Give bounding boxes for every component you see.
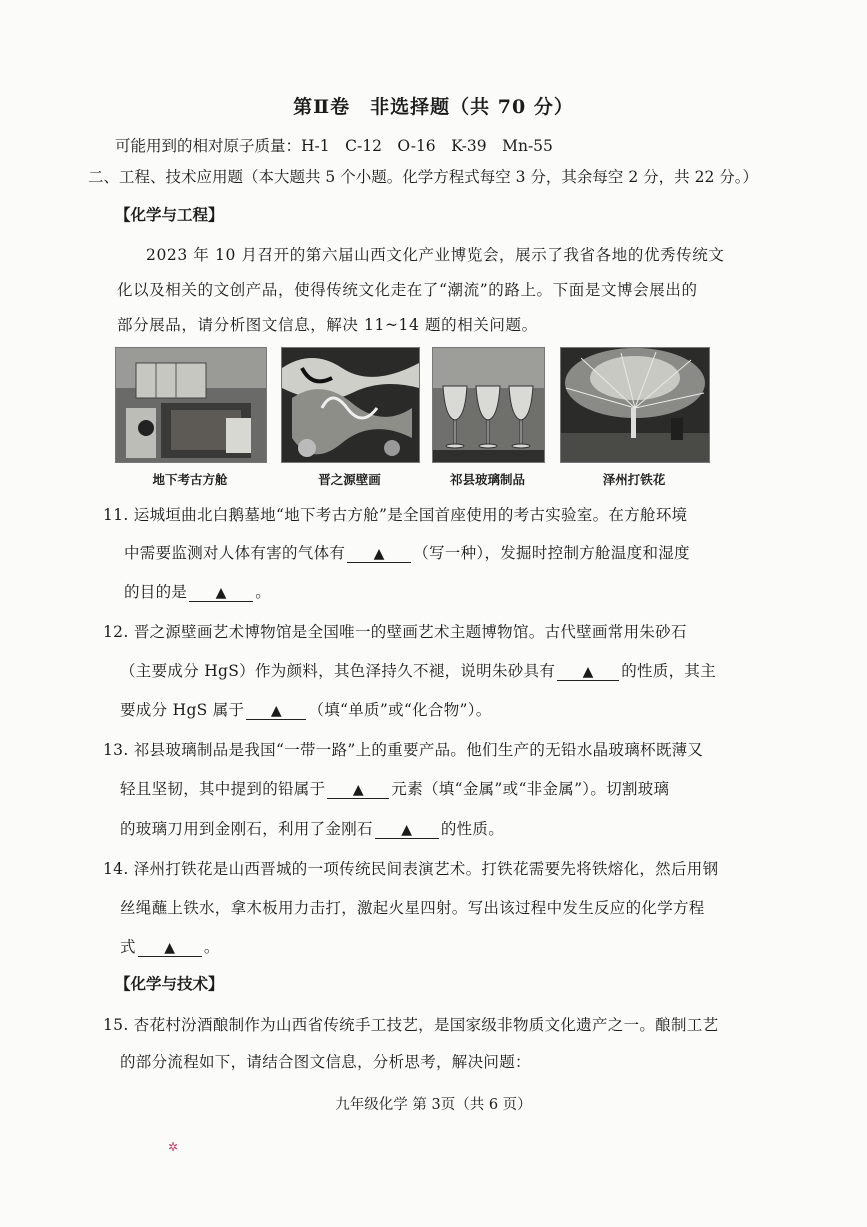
q13-text: 轻且坚韧，其中提到的铅属于: [120, 780, 326, 798]
q12-line-1: 12. 晋之源壁画艺术博物馆是全国唯一的壁画艺术主题博物馆。古代壁画常用朱砂石: [103, 623, 687, 641]
tag-chem-engineering: 【化学与工程】: [115, 205, 224, 224]
caption-iron-flowers: 泽州打铁花: [602, 472, 666, 487]
q11-text: （写一种），发掘时控制方舱温度和湿度: [413, 544, 690, 562]
answer-blank[interactable]: ▲: [138, 940, 202, 957]
photo-glassware: [432, 347, 545, 463]
q14-line-3: [120, 935, 220, 957]
q13-line-1: 13. 祁县玻璃制品是我国“一带一路”上的重要产品。他们生产的无铅水晶玻璃杯既薄又: [103, 741, 704, 759]
page-footer: 九年级化学 第 3页（共 6 页）: [335, 1097, 532, 1113]
answer-blank[interactable]: ▲: [375, 822, 439, 839]
q11-text: 。: [255, 583, 272, 601]
caption-mural: 晋之源壁画: [318, 472, 381, 487]
ink-smudge: ✲: [168, 1140, 179, 1154]
q11-text: 的目的是: [124, 583, 188, 601]
q11-line-1: 11. 运城垣曲北白鹅墓地“地下考古方舱”是全国首座使用的考古实验室。在方舱环境: [103, 506, 688, 524]
q13-line-3: [120, 817, 504, 839]
answer-blank[interactable]: ▲: [327, 782, 389, 799]
q12-text: 的性质，其主: [621, 662, 716, 680]
q14-text: 。: [203, 938, 220, 956]
answer-blank[interactable]: ▲: [557, 664, 619, 681]
q13-text: 的玻璃刀用到金刚石，利用了金刚石: [120, 820, 373, 838]
q13-line-2: [120, 777, 669, 799]
intro-line-1: 2023 年 10 月召开的第六届山西文化产业博览会，展示了我省各地的优秀传统文: [146, 246, 725, 264]
photo-mural: [281, 347, 420, 463]
q11-line-3: [124, 580, 271, 602]
q14-text: 式: [120, 938, 136, 956]
q12-text: （填“单质”或“化合物”）。: [308, 701, 492, 719]
answer-blank[interactable]: ▲: [347, 546, 411, 563]
photo-archaeology-cabin: [115, 347, 267, 463]
q12-line-3: [120, 698, 492, 720]
intro-line-2: 化以及相关的文创产品，使得传统文化走在了“潮流”的路上。下面是文博会展出的: [117, 281, 698, 299]
q12-line-2: [120, 659, 716, 681]
section-heading: 二、工程、技术应用题（本大题共 5 个小题。化学方程式每空 3 分，其余每空 2 分，共 22 分。）: [88, 168, 758, 186]
q11-text: 中需要监测对人体有害的气体有: [124, 544, 346, 562]
caption-glassware: 祁县玻璃制品: [449, 472, 525, 487]
q12-text: 要成分 HgS 属于: [120, 701, 245, 719]
answer-blank[interactable]: ▲: [189, 585, 253, 602]
caption-archaeology-cabin: 地下考古方舱: [152, 472, 228, 487]
q13-text: 元素（填“金属”或“非金属”）。切割玻璃: [391, 780, 670, 798]
photo-iron-flowers: [560, 347, 710, 463]
answer-blank[interactable]: ▲: [246, 703, 306, 720]
section-title: 第Ⅱ卷 非选择题（共 70 分）: [293, 96, 574, 118]
intro-line-3: 部分展品，请分析图文信息，解决 11~14 题的相关问题。: [117, 316, 538, 334]
q15-line-2: 的部分流程如下，请结合图文信息，分析思考，解决问题：: [120, 1053, 531, 1071]
q14-line-2: 丝绳蘸上铁水，拿木板用力击打，激起火星四射。写出该过程中发生反应的化学方程: [120, 899, 705, 917]
q11-line-2: [124, 541, 690, 563]
q12-text: （主要成分 HgS）作为颜料，其色泽持久不褪，说明朱砂具有: [120, 662, 556, 680]
q14-line-1: 14. 泽州打铁花是山西晋城的一项传统民间表演艺术。打铁花需要先将铁熔化，然后用钢: [103, 860, 719, 878]
atomic-masses: 可能用到的相对原子质量：H-1 C-12 O-16 K-39 Mn-55: [115, 137, 553, 155]
q13-text: 的性质。: [440, 820, 505, 838]
tag-chem-technology: 【化学与技术】: [115, 974, 224, 993]
q15-line-1: 15. 杏花村汾酒酿制作为山西省传统手工技艺，是国家级非物质文化遗产之一。酿制工艺: [103, 1016, 719, 1034]
